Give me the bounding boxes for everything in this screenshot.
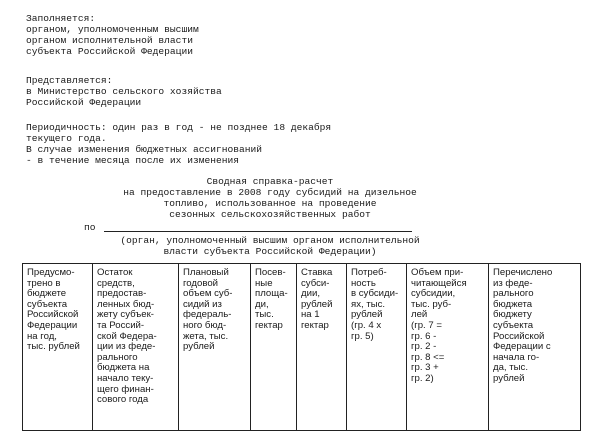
column-header: Плановый годовой объем суб- сидий из федераль- ного бюд- жета, тыс. рублей [183, 267, 233, 353]
presented-line: Российской Федерации [26, 97, 142, 108]
column-header: Остаток средств, предостав- ленных бюд- жету субъек- та Россий- ской Федера- ции из феде- рального бюджета на начало теку- щего финан- сового года [97, 267, 157, 406]
presented-line: в Министерство сельского хозяйства [26, 86, 222, 97]
period-line: текущего года. [26, 133, 107, 144]
table-header-cell [297, 264, 347, 431]
table-header-cell [407, 264, 489, 431]
column-header: Предусмо- трено в бюджете субъекта Российской Федерации на год, тыс. рублей [27, 267, 80, 353]
title-line: Сводная справка-расчет [206, 176, 334, 187]
period-block [26, 122, 331, 166]
table-header-cell [251, 264, 297, 431]
title-line: топливо, использованное на проведение [163, 198, 377, 209]
table-header-cell [347, 264, 407, 431]
column-header: Ставка субси- дии, рублей на 1 гектар [301, 267, 333, 331]
header-block [26, 13, 199, 57]
title-line: на предоставление в 2008 году субсидий на дизельное [123, 187, 417, 198]
column-header: Посев- ные площа- ди, тыс. гектар [255, 267, 288, 331]
table-header-cell [93, 264, 179, 431]
organ-fill-line [104, 231, 412, 232]
presented-block [26, 75, 222, 108]
column-header: Объем при- читающейся субсидии, тыс. руб- лей (гр. 7 = гр. 6 - гр. 2 - гр. 8 <= гр. 3 + гр. 2) [411, 267, 467, 384]
header-line: органом, уполномоченным высшим [26, 24, 199, 35]
po-label: по [84, 222, 96, 233]
presented-line: Представляется: [26, 75, 113, 86]
table-header-row [23, 264, 581, 431]
organ-note-line: власти субъекта Российской Федерации) [163, 246, 377, 257]
period-line: В случае изменения бюджетных ассигнований [26, 144, 263, 155]
column-header: Перечислено из феде- рального бюджета бюджету субъекта Российской Федерации с начала го- да, тыс. рублей [493, 267, 553, 384]
header-line: Заполняется: [26, 13, 96, 24]
header-line: органом исполнительной власти [26, 35, 193, 46]
column-header: Потреб- ность в субсиди- ях, тыс. рублей (гр. 4 х гр. 5) [351, 267, 399, 342]
table-header-cell [23, 264, 93, 431]
organ-note-line: (орган, уполномоченный высшим органом исполнительной [120, 235, 420, 246]
header-line: субъекта Российской Федерации [26, 46, 193, 57]
title-line: сезонных сельскохозяйственных работ [169, 209, 371, 220]
period-line: - в течение месяца после их изменения [26, 155, 240, 166]
document-title [60, 176, 480, 220]
period-line: Периодичность: один раз в год - не позднее 18 декабря [26, 122, 332, 133]
organ-note [90, 235, 450, 257]
subsidy-table [22, 263, 581, 431]
table-header-cell [179, 264, 251, 431]
table-header-cell [489, 264, 581, 431]
